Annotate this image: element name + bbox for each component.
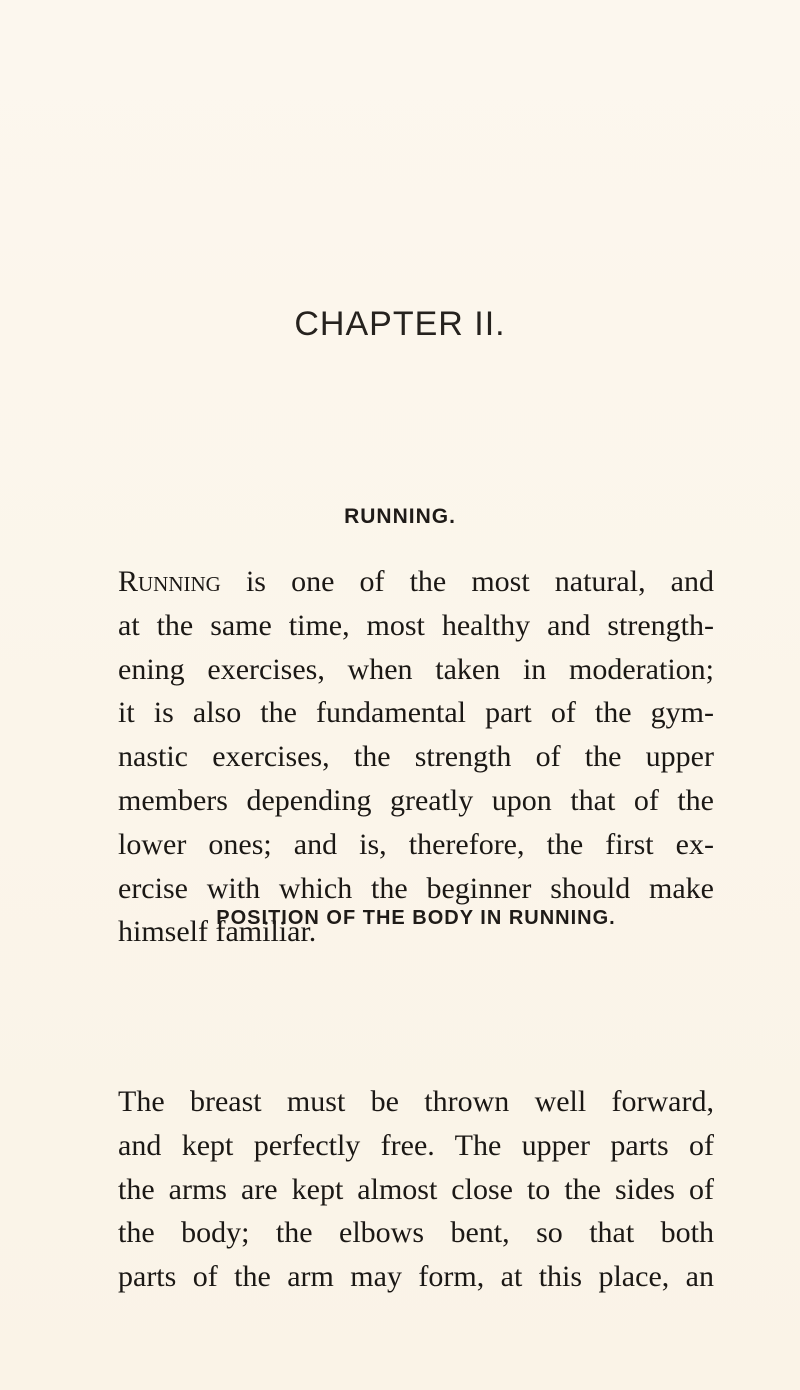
paragraph-line: the arms are kept almost close to the sides of xyxy=(118,1172,714,1206)
paragraph-line: and kept perfectly free. The upper parts of xyxy=(118,1128,714,1162)
paragraph-line: it is also the fundamental part of the gym- xyxy=(118,696,714,730)
paragraph-line: The breast must be thrown well forward, xyxy=(118,1085,714,1118)
lead-word: Running xyxy=(118,565,221,598)
paragraph-running-intro xyxy=(118,560,714,954)
paragraph-line: nastic exercises, the strength of the upper xyxy=(118,740,714,774)
paragraph-line xyxy=(118,560,714,604)
section-title: RUNNING. xyxy=(344,505,456,528)
paragraph-line: lower ones; and is, therefore, the first ex- xyxy=(118,827,714,861)
chapter-heading: CHAPTER II. xyxy=(294,305,506,343)
paragraph-line: members depending greatly upon that of the xyxy=(118,783,714,817)
subheading-position-of-body: POSITION OF THE BODY IN RUNNING. xyxy=(216,907,616,929)
paragraph-line: ercise with which the beginner should make xyxy=(118,871,714,905)
paragraph-line: the body; the elbows bent, so that both xyxy=(118,1216,714,1250)
line-text: is one of the most natural, and xyxy=(220,565,714,598)
paragraph-line: ening exercises, when taken in moderation; xyxy=(118,652,714,686)
paragraph-line: parts of the arm may form, at this place, an xyxy=(118,1260,714,1294)
paragraph-line: himself familiar. xyxy=(118,915,317,949)
paragraph-position xyxy=(118,1080,714,1299)
paragraph-line: at the same time, most healthy and strength- xyxy=(118,608,714,642)
